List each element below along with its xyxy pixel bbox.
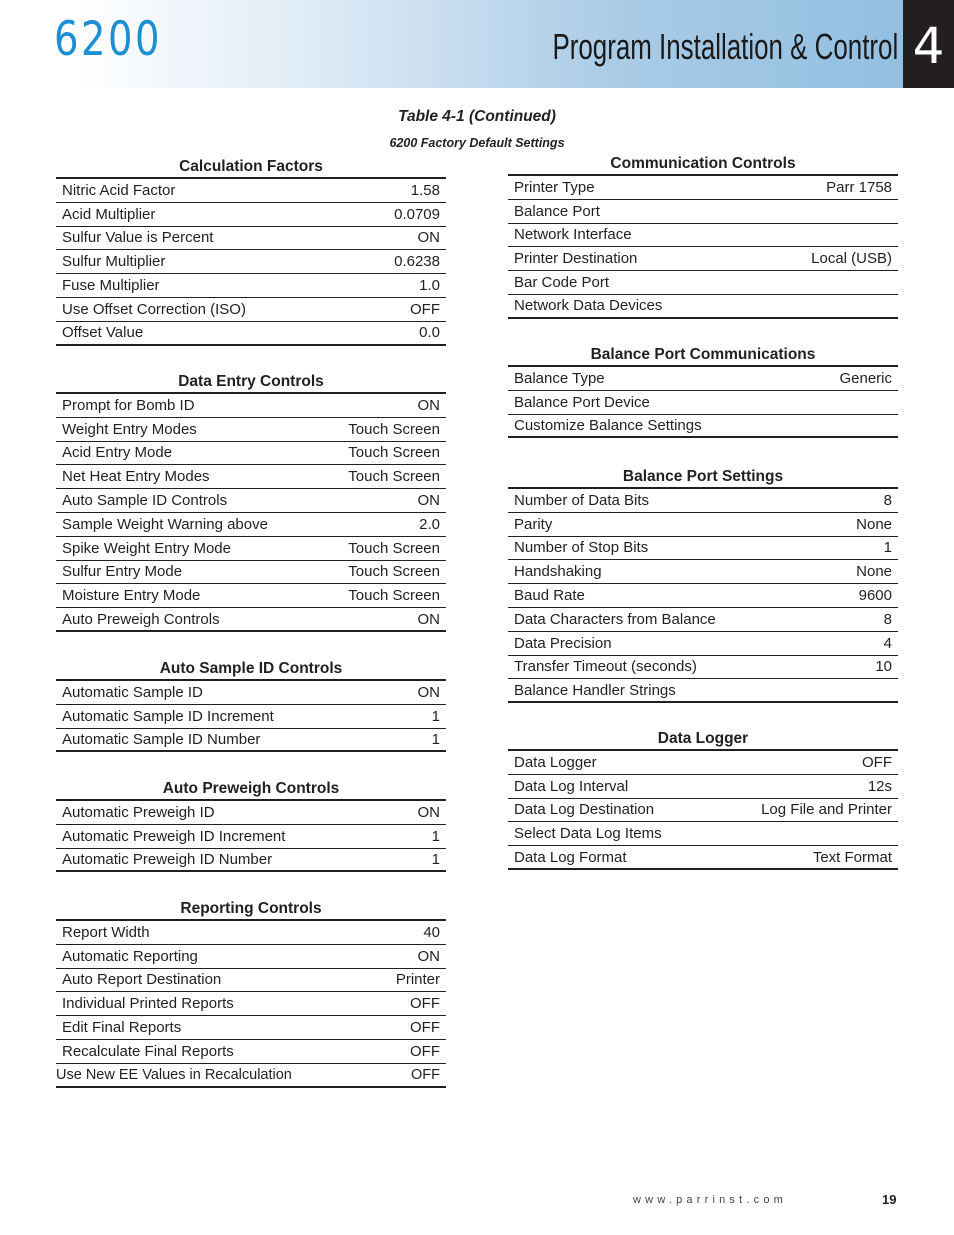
setting-label: Sample Weight Warning above <box>62 515 268 533</box>
setting-label: Offset Value <box>62 324 144 342</box>
table-row <box>508 271 898 295</box>
setting-label: Automatic Preweigh ID <box>62 803 215 821</box>
setting-value: ON <box>417 396 440 414</box>
table-row <box>56 608 446 632</box>
setting-value: ON <box>417 492 440 510</box>
table-row <box>56 274 446 298</box>
setting-value: 1 <box>431 827 440 845</box>
setting-label: Number of Stop Bits <box>514 539 649 557</box>
setting-value: OFF <box>410 300 440 318</box>
section-data-entry-controls <box>56 372 446 632</box>
table-row <box>56 584 446 608</box>
setting-value: Parr 1758 <box>826 178 892 196</box>
table-row <box>508 176 898 200</box>
setting-value: 1.58 <box>410 181 440 199</box>
setting-value: ON <box>417 610 440 628</box>
table-row <box>56 418 446 442</box>
setting-value: Printer <box>395 971 440 989</box>
section-data-logger <box>508 729 898 870</box>
setting-label: Automatic Sample ID Increment <box>62 707 274 725</box>
section-calculation-factors <box>56 157 446 346</box>
setting-label: Balance Port <box>514 202 600 220</box>
table-row <box>508 367 898 391</box>
setting-label: Customize Balance Settings <box>514 416 702 434</box>
setting-value: Touch Screen <box>348 468 440 486</box>
table-row <box>508 391 898 415</box>
section-reporting-controls <box>56 899 446 1088</box>
chapter-title: Program Installation & Control <box>552 26 898 67</box>
table-row <box>56 179 446 203</box>
setting-value: 1 <box>883 539 892 557</box>
section-balance-port-communications <box>508 345 898 438</box>
table-row <box>508 799 898 823</box>
table-row <box>508 822 898 846</box>
setting-label: Automatic Sample ID Number <box>62 730 261 748</box>
section-title: Calculation Factors <box>56 157 446 179</box>
setting-value: OFF <box>410 1019 440 1037</box>
table-row <box>56 705 446 729</box>
setting-value: 1 <box>431 850 440 868</box>
setting-label: Use Offset Correction (ISO) <box>62 300 246 318</box>
setting-label: Baud Rate <box>514 587 585 605</box>
setting-value: ON <box>417 229 440 247</box>
setting-label: Weight Entry Modes <box>62 420 197 438</box>
page-header <box>0 0 954 88</box>
setting-label: Auto Preweigh Controls <box>62 610 220 628</box>
table-row <box>56 681 446 705</box>
setting-label: Network Interface <box>514 226 632 244</box>
setting-label: Balance Type <box>514 369 605 387</box>
setting-value: Generic <box>839 369 892 387</box>
section-communication-controls <box>508 154 898 319</box>
table-row <box>56 203 446 227</box>
section-balance-port-settings <box>508 467 898 703</box>
table-row <box>508 608 898 632</box>
table-row <box>56 537 446 561</box>
setting-label: Acid Entry Mode <box>62 444 173 462</box>
setting-label: Moisture Entry Mode <box>62 587 201 605</box>
table-row <box>56 1064 446 1088</box>
footer-url: www.parrinst.com <box>633 1194 787 1206</box>
setting-label: Acid Multiplier <box>62 205 156 223</box>
setting-value: 1 <box>431 707 440 725</box>
setting-value: None <box>856 563 892 581</box>
setting-value: Local (USB) <box>811 250 892 268</box>
setting-value: ON <box>417 947 440 965</box>
setting-label: Automatic Sample ID <box>62 683 203 701</box>
table-row <box>508 584 898 608</box>
setting-value: 9600 <box>858 587 892 605</box>
section-title: Auto Preweigh Controls <box>56 779 446 801</box>
setting-label: Printer Type <box>514 178 595 196</box>
setting-label: Sulfur Entry Mode <box>62 563 183 581</box>
table-title: Table 4-1 (Continued) <box>398 108 556 125</box>
table-row <box>56 250 446 274</box>
table-row <box>56 513 446 537</box>
setting-label: Report Width <box>62 923 150 941</box>
setting-value: 0.0 <box>419 324 440 342</box>
setting-value: 4 <box>883 634 892 652</box>
setting-label: Printer Destination <box>514 250 638 268</box>
setting-value: 2.0 <box>419 515 440 533</box>
setting-label: Edit Final Reports <box>62 1019 182 1037</box>
setting-label: Data Precision <box>514 634 612 652</box>
table-row <box>508 656 898 680</box>
setting-label: Use New EE Values in Recalculation <box>56 1066 292 1083</box>
table-row <box>56 969 446 993</box>
setting-label: Parity <box>514 515 553 533</box>
table-row <box>56 442 446 466</box>
setting-label: Spike Weight Entry Mode <box>62 539 231 557</box>
table-row <box>56 298 446 322</box>
setting-label: Data Characters from Balance <box>514 610 716 628</box>
table-row <box>508 415 898 439</box>
setting-label: Automatic Reporting <box>62 947 198 965</box>
setting-label: Bar Code Port <box>514 274 610 292</box>
table-row <box>508 632 898 656</box>
setting-label: Auto Sample ID Controls <box>62 492 228 510</box>
setting-value: Touch Screen <box>348 539 440 557</box>
section-title: Communication Controls <box>508 154 898 176</box>
section-auto-sample-id-controls <box>56 659 446 752</box>
setting-label: Data Logger <box>514 753 597 771</box>
setting-label: Data Log Destination <box>514 801 655 819</box>
table-row <box>508 679 898 703</box>
setting-label: Sulfur Value is Percent <box>62 229 214 247</box>
table-row <box>56 561 446 585</box>
table-row <box>508 775 898 799</box>
setting-value: None <box>856 515 892 533</box>
setting-value: OFF <box>862 753 892 771</box>
setting-value: 8 <box>883 491 892 509</box>
table-row <box>56 825 446 849</box>
table-row <box>508 489 898 513</box>
setting-value: OFF <box>410 995 440 1013</box>
table-row <box>56 489 446 513</box>
setting-value: 0.6238 <box>394 253 440 271</box>
setting-label: Data Log Format <box>514 848 627 866</box>
setting-value: 0.0709 <box>394 205 440 223</box>
table-row <box>508 751 898 775</box>
table-row <box>56 921 446 945</box>
table-row <box>508 247 898 271</box>
table-row <box>56 992 446 1016</box>
table-row <box>56 1016 446 1040</box>
table-row <box>56 801 446 825</box>
setting-value: OFF <box>410 1042 440 1060</box>
section-title: Balance Port Settings <box>508 467 898 489</box>
setting-value: Log File and Printer <box>761 801 892 819</box>
setting-value: Touch Screen <box>348 444 440 462</box>
section-auto-preweigh-controls <box>56 779 446 872</box>
setting-value: 40 <box>423 923 440 941</box>
setting-label: Select Data Log Items <box>514 825 662 843</box>
setting-label: Automatic Preweigh ID Number <box>62 850 273 868</box>
setting-label: Auto Report Destination <box>62 971 222 989</box>
chapter-number-tab: 4 <box>903 0 954 88</box>
table-row <box>56 394 446 418</box>
setting-label: Network Data Devices <box>514 297 663 315</box>
table-row <box>56 1040 446 1064</box>
setting-label: Sulfur Multiplier <box>62 253 166 271</box>
setting-value: 1 <box>431 730 440 748</box>
setting-label: Transfer Timeout (seconds) <box>514 658 697 676</box>
setting-value: OFF <box>411 1066 440 1083</box>
setting-label: Net Heat Entry Modes <box>62 468 210 486</box>
setting-value: Text Format <box>812 848 892 866</box>
table-row <box>56 945 446 969</box>
setting-label: Recalculate Final Reports <box>62 1042 234 1060</box>
setting-label: Nitric Acid Factor <box>62 181 176 199</box>
setting-value: Touch Screen <box>348 420 440 438</box>
setting-value: 1.0 <box>419 277 440 295</box>
setting-label: Individual Printed Reports <box>62 995 234 1013</box>
table-row <box>508 560 898 584</box>
setting-value: 10 <box>875 658 892 676</box>
table-row <box>508 224 898 248</box>
table-row <box>508 200 898 224</box>
table-subtitle: 6200 Factory Default Settings <box>389 136 565 150</box>
setting-label: Balance Handler Strings <box>514 681 676 699</box>
table-row <box>56 729 446 753</box>
setting-label: Number of Data Bits <box>514 491 650 509</box>
setting-label: Handshaking <box>514 563 602 581</box>
setting-value: Touch Screen <box>348 563 440 581</box>
table-row <box>508 513 898 537</box>
setting-value: ON <box>417 803 440 821</box>
setting-label: Balance Port Device <box>514 393 650 411</box>
setting-value: ON <box>417 683 440 701</box>
section-title: Balance Port Communications <box>508 345 898 367</box>
page-number: 19 <box>882 1192 897 1207</box>
section-title: Data Entry Controls <box>56 372 446 394</box>
section-title: Data Logger <box>508 729 898 751</box>
table-row <box>56 227 446 251</box>
setting-label: Prompt for Bomb ID <box>62 396 195 414</box>
model-number: 6200 <box>54 12 162 67</box>
section-title: Reporting Controls <box>56 899 446 921</box>
setting-value: 12s <box>867 777 892 795</box>
table-row <box>56 465 446 489</box>
table-row <box>508 846 898 870</box>
setting-value: 8 <box>883 610 892 628</box>
table-row <box>56 849 446 873</box>
table-row <box>508 295 898 319</box>
setting-label: Automatic Preweigh ID Increment <box>62 827 286 845</box>
setting-value: Touch Screen <box>348 587 440 605</box>
table-row <box>56 322 446 346</box>
section-title: Auto Sample ID Controls <box>56 659 446 681</box>
table-row <box>508 537 898 561</box>
setting-label: Data Log Interval <box>514 777 629 795</box>
setting-label: Fuse Multiplier <box>62 277 160 295</box>
